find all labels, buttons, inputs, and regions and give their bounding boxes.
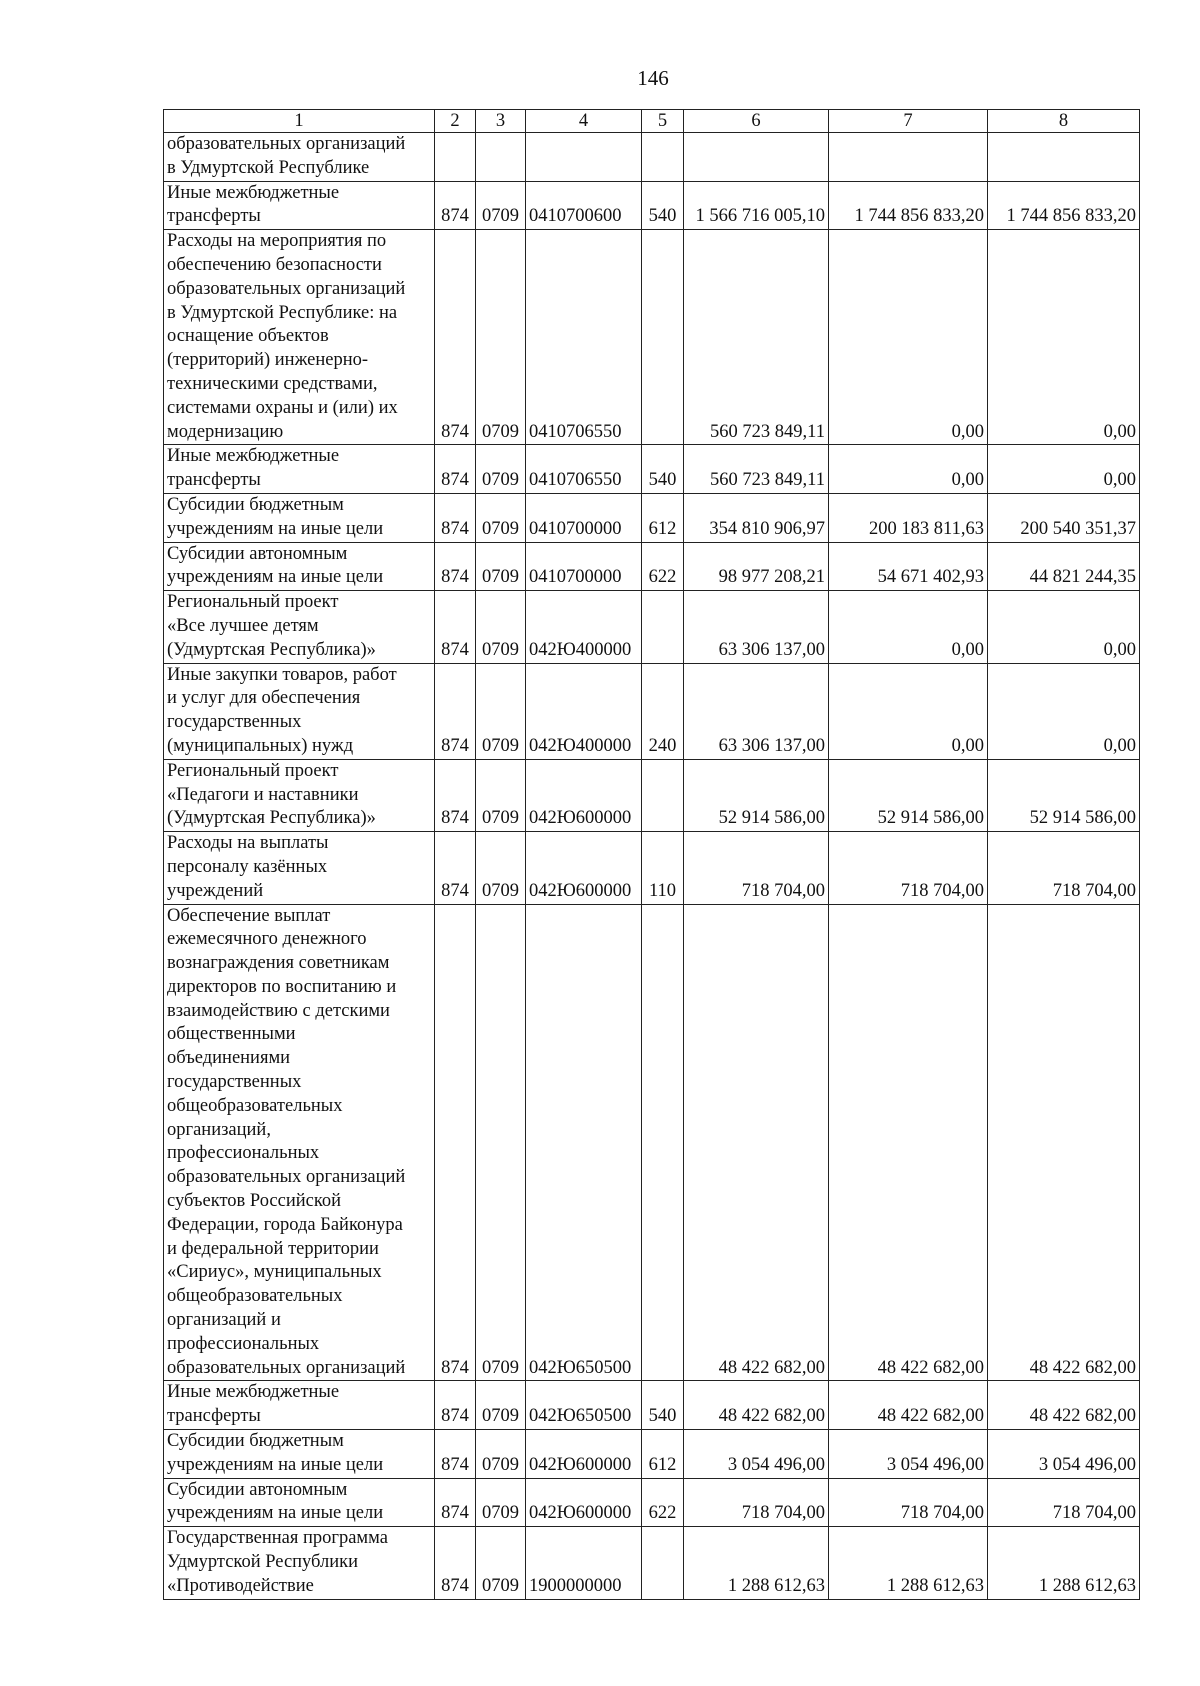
cell-target-code-text: 0410700000: [529, 518, 622, 539]
cell-description-text: Субсидии автономным учреждениям на иные цели: [167, 1479, 384, 1524]
cell-ministry-code: [435, 759, 476, 831]
cell-amount-8-text: 1 288 612,63: [1038, 1575, 1136, 1596]
cell-target-code-text: 0410700600: [529, 206, 622, 227]
cell-expense-type: [642, 1381, 684, 1430]
cell-expense-type: [642, 832, 684, 904]
cell-target-code: [526, 1527, 642, 1599]
cell-amount-8-text: 0,00: [1103, 735, 1136, 756]
cell-section-code-text: 0709: [482, 470, 519, 491]
table-row: [164, 133, 1140, 182]
cell-amount-7-text: 718 704,00: [900, 880, 984, 901]
cell-expense-type-text: 540: [648, 1406, 677, 1427]
cell-ministry-code: [435, 133, 476, 182]
table-row: [164, 832, 1140, 904]
cell-amount-8: [988, 1478, 1140, 1527]
cell-amount-6-text: 98 977 208,21: [718, 567, 825, 588]
cell-amount-7-text: 1 288 612,63: [886, 1575, 984, 1596]
cell-description: [164, 230, 435, 445]
cell-amount-6: [684, 904, 829, 1381]
cell-expense-type: [642, 445, 684, 494]
cell-description-text: Субсидии бюджетным учреждениям на иные цели: [167, 494, 384, 539]
cell-amount-8: [988, 591, 1140, 663]
cell-description: [164, 904, 435, 1381]
cell-target-code: [526, 133, 642, 182]
cell-target-code-text: 042Ю600000: [529, 808, 632, 829]
cell-amount-6-text: 354 810 906,97: [709, 518, 825, 539]
cell-amount-7: [829, 181, 988, 230]
table-row: [164, 591, 1140, 663]
cell-amount-6-text: 48 422 682,00: [718, 1357, 825, 1378]
cell-target-code: [526, 493, 642, 542]
cell-target-code-text: 042Ю600000: [529, 1454, 632, 1475]
cell-amount-6-text: 1 566 716 005,10: [695, 206, 825, 227]
cell-amount-8-text: 44 821 244,35: [1029, 567, 1136, 588]
cell-amount-6: [684, 542, 829, 591]
cell-target-code: [526, 591, 642, 663]
cell-expense-type: [642, 1478, 684, 1527]
cell-amount-7-text: 3 054 496,00: [886, 1454, 984, 1475]
cell-ministry-code-text: 874: [441, 1575, 469, 1596]
column-header: 5: [642, 110, 684, 133]
cell-section-code: [476, 759, 526, 831]
cell-target-code: [526, 1430, 642, 1479]
cell-amount-6-text: 1 288 612,63: [727, 1575, 825, 1596]
cell-description: [164, 759, 435, 831]
cell-ministry-code: [435, 591, 476, 663]
cell-target-code: [526, 181, 642, 230]
cell-amount-6-text: 718 704,00: [741, 880, 825, 901]
cell-amount-7: [829, 1381, 988, 1430]
cell-amount-8-text: 200 540 351,37: [1020, 518, 1136, 539]
cell-amount-6-text: 3 054 496,00: [727, 1454, 825, 1475]
cell-section-code: [476, 181, 526, 230]
cell-amount-6: [684, 832, 829, 904]
cell-ministry-code: [435, 542, 476, 591]
cell-ministry-code: [435, 493, 476, 542]
cell-section-code: [476, 591, 526, 663]
cell-section-code-text: 0709: [482, 518, 519, 539]
cell-amount-8-text: 52 914 586,00: [1029, 808, 1136, 829]
cell-expense-type: [642, 759, 684, 831]
cell-amount-6: [684, 759, 829, 831]
cell-description-text: Региональный проект «Педагоги и наставники (Удмуртская Республика)»: [167, 760, 376, 829]
cell-ministry-code-text: 874: [441, 639, 469, 660]
cell-ministry-code-text: 874: [441, 518, 469, 539]
column-header: 1: [164, 110, 435, 133]
cell-amount-7-text: 0,00: [951, 735, 984, 756]
cell-ministry-code-text: 874: [441, 421, 469, 442]
cell-description-text: Иные межбюджетные трансферты: [167, 1382, 340, 1427]
cell-amount-6: [684, 493, 829, 542]
cell-ministry-code-text: 874: [441, 206, 469, 227]
cell-amount-6-text: 560 723 849,11: [710, 421, 825, 442]
cell-amount-8: [988, 445, 1140, 494]
cell-amount-8: [988, 1381, 1140, 1430]
cell-target-code: [526, 832, 642, 904]
table-row: [164, 445, 1140, 494]
cell-ministry-code-text: 874: [441, 470, 469, 491]
cell-ministry-code: [435, 1527, 476, 1599]
table-row: [164, 542, 1140, 591]
cell-amount-7-text: 200 183 811,63: [869, 518, 984, 539]
cell-ministry-code-text: 874: [441, 1406, 469, 1427]
cell-ministry-code: [435, 663, 476, 759]
cell-amount-6: [684, 181, 829, 230]
cell-description-text: Иные закупки товаров, работ и услуг для обеспечения государственных (муниципальных) нужд: [167, 664, 397, 756]
cell-ministry-code-text: 874: [441, 567, 469, 588]
cell-expense-type-text: 612: [648, 518, 677, 539]
cell-section-code: [476, 832, 526, 904]
cell-target-code: [526, 759, 642, 831]
cell-target-code-text: 042Ю400000: [529, 639, 632, 660]
cell-amount-8: [988, 493, 1140, 542]
cell-amount-8: [988, 1527, 1140, 1599]
cell-expense-type: [642, 542, 684, 591]
cell-amount-6: [684, 663, 829, 759]
cell-description-text: Субсидии бюджетным учреждениям на иные цели: [167, 1431, 384, 1475]
cell-ministry-code-text: 874: [441, 1357, 469, 1378]
cell-description: [164, 1430, 435, 1479]
cell-amount-7: [829, 133, 988, 182]
cell-section-code: [476, 663, 526, 759]
cell-amount-6-text: 560 723 849,11: [710, 470, 825, 491]
cell-amount-7-text: 52 914 586,00: [877, 808, 984, 829]
cell-amount-6: [684, 230, 829, 445]
cell-expense-type: [642, 1430, 684, 1479]
cell-amount-6: [684, 1527, 829, 1599]
cell-amount-7: [829, 591, 988, 663]
cell-description-text: Региональный проект «Все лучшее детям (Удмуртская Республика)»: [167, 592, 376, 660]
cell-amount-8: [988, 542, 1140, 591]
cell-description: [164, 591, 435, 663]
cell-target-code: [526, 542, 642, 591]
table-row: [164, 230, 1140, 445]
table-body: [164, 133, 1140, 1600]
cell-expense-type-text: 612: [648, 1454, 677, 1475]
cell-amount-8: [988, 832, 1140, 904]
cell-target-code: [526, 445, 642, 494]
cell-section-code-text: 0709: [482, 1503, 519, 1524]
cell-ministry-code: [435, 445, 476, 494]
cell-amount-7: [829, 1430, 988, 1479]
cell-ministry-code: [435, 1478, 476, 1527]
cell-amount-7: [829, 493, 988, 542]
table-row: [164, 181, 1140, 230]
cell-section-code-text: 0709: [482, 421, 519, 442]
cell-section-code: [476, 1430, 526, 1479]
cell-target-code: [526, 1478, 642, 1527]
cell-expense-type-text: 540: [648, 470, 677, 491]
cell-target-code: [526, 663, 642, 759]
cell-section-code-text: 0709: [482, 206, 519, 227]
cell-target-code-text: 1900000000: [529, 1575, 622, 1596]
cell-ministry-code: [435, 832, 476, 904]
table-row: [164, 759, 1140, 831]
cell-section-code-text: 0709: [482, 567, 519, 588]
cell-section-code: [476, 1527, 526, 1599]
cell-expense-type: [642, 1527, 684, 1599]
table-row: [164, 663, 1140, 759]
cell-expense-type: [642, 133, 684, 182]
cell-amount-8: [988, 759, 1140, 831]
cell-description: [164, 1381, 435, 1430]
cell-section-code-text: 0709: [482, 1406, 519, 1427]
table-row: [164, 493, 1140, 542]
column-header: 2: [435, 110, 476, 133]
cell-expense-type-text: 240: [648, 735, 677, 756]
cell-ministry-code: [435, 181, 476, 230]
cell-amount-8-text: 3 054 496,00: [1038, 1454, 1136, 1475]
cell-section-code: [476, 445, 526, 494]
cell-expense-type: [642, 181, 684, 230]
cell-target-code-text: 042Ю650500: [529, 1406, 632, 1427]
table-row: [164, 1478, 1140, 1527]
cell-section-code-text: 0709: [482, 1454, 519, 1475]
cell-section-code: [476, 230, 526, 445]
cell-amount-6: [684, 1381, 829, 1430]
cell-ministry-code-text: 874: [441, 735, 469, 756]
cell-section-code-text: 0709: [482, 1357, 519, 1378]
cell-target-code-text: 042Ю650500: [529, 1357, 632, 1378]
cell-amount-8-text: 718 704,00: [1052, 1503, 1136, 1524]
cell-target-code-text: 042Ю600000: [529, 1503, 632, 1524]
cell-description: [164, 663, 435, 759]
cell-description: [164, 133, 435, 182]
column-header: 4: [526, 110, 642, 133]
cell-amount-7-text: 1 744 856 833,20: [854, 206, 984, 227]
cell-target-code-text: 042Ю600000: [529, 880, 632, 901]
cell-section-code: [476, 1381, 526, 1430]
cell-target-code-text: 042Ю400000: [529, 735, 632, 756]
cell-description: [164, 493, 435, 542]
cell-amount-8: [988, 904, 1140, 1381]
cell-amount-7-text: 0,00: [951, 639, 984, 660]
cell-target-code: [526, 230, 642, 445]
cell-amount-7-text: 0,00: [951, 421, 984, 442]
cell-amount-8-text: 0,00: [1103, 470, 1136, 491]
cell-section-code-text: 0709: [482, 880, 519, 901]
cell-section-code-text: 0709: [482, 808, 519, 829]
cell-section-code: [476, 493, 526, 542]
table-row: [164, 904, 1140, 1381]
cell-target-code-text: 0410706550: [529, 421, 622, 442]
cell-amount-8-text: 48 422 682,00: [1029, 1357, 1136, 1378]
cell-amount-7-text: 718 704,00: [900, 1503, 984, 1524]
cell-description: [164, 832, 435, 904]
cell-target-code-text: 0410700000: [529, 567, 622, 588]
cell-amount-7: [829, 445, 988, 494]
cell-target-code: [526, 904, 642, 1381]
cell-amount-6: [684, 133, 829, 182]
cell-section-code: [476, 1478, 526, 1527]
cell-amount-8-text: 718 704,00: [1052, 880, 1136, 901]
cell-section-code-text: 0709: [482, 1575, 519, 1596]
cell-amount-6: [684, 445, 829, 494]
cell-expense-type: [642, 904, 684, 1381]
cell-amount-6-text: 63 306 137,00: [718, 639, 825, 660]
cell-amount-7: [829, 832, 988, 904]
cell-amount-7: [829, 663, 988, 759]
cell-description-text: образовательных организаций в Удмуртской Республике: [167, 134, 406, 178]
cell-expense-type: [642, 663, 684, 759]
cell-ministry-code-text: 874: [441, 1454, 469, 1475]
column-header: 7: [829, 110, 988, 133]
cell-ministry-code-text: 874: [441, 808, 469, 829]
cell-amount-8: [988, 1430, 1140, 1479]
cell-description: [164, 1478, 435, 1527]
cell-target-code-text: 0410706550: [529, 470, 622, 491]
cell-amount-6: [684, 1430, 829, 1479]
cell-expense-type: [642, 591, 684, 663]
cell-amount-6-text: 718 704,00: [741, 1503, 825, 1524]
cell-expense-type-text: 622: [648, 1503, 677, 1524]
cell-description: [164, 1527, 435, 1599]
table-row: [164, 1381, 1140, 1430]
cell-description-text: Субсидии автономным учреждениям на иные цели: [167, 543, 384, 588]
cell-amount-6-text: 48 422 682,00: [718, 1406, 825, 1427]
cell-expense-type-text: 110: [648, 880, 677, 901]
table-row: [164, 1430, 1140, 1479]
cell-description: [164, 445, 435, 494]
cell-amount-7-text: 54 671 402,93: [877, 567, 984, 588]
cell-section-code: [476, 542, 526, 591]
cell-ministry-code-text: 874: [441, 880, 469, 901]
cell-amount-7-text: 48 422 682,00: [877, 1406, 984, 1427]
cell-target-code: [526, 1381, 642, 1430]
cell-amount-7: [829, 1478, 988, 1527]
cell-amount-7: [829, 1527, 988, 1599]
cell-ministry-code: [435, 230, 476, 445]
cell-amount-8-text: 0,00: [1103, 421, 1136, 442]
cell-amount-6-text: 63 306 137,00: [718, 735, 825, 756]
cell-amount-7-text: 0,00: [951, 470, 984, 491]
cell-section-code-text: 0709: [482, 639, 519, 660]
cell-amount-7: [829, 542, 988, 591]
column-header: 6: [684, 110, 829, 133]
cell-amount-6: [684, 591, 829, 663]
cell-amount-8-text: 1 744 856 833,20: [1006, 206, 1136, 227]
cell-ministry-code: [435, 904, 476, 1381]
cell-description-text: Расходы на мероприятия по обеспечению безопасности образовательных организаций в Удмуртской Республике: на оснащение объектов (территорий) инженерно- техническими средствами, системами охраны и (или) их модернизацию: [167, 231, 406, 442]
budget-table: [163, 109, 1140, 1600]
cell-description: [164, 181, 435, 230]
cell-expense-type: [642, 230, 684, 445]
cell-amount-7: [829, 904, 988, 1381]
cell-amount-6-text: 52 914 586,00: [718, 808, 825, 829]
page-number: 146: [637, 66, 669, 90]
cell-ministry-code: [435, 1430, 476, 1479]
cell-expense-type-text: 540: [648, 206, 677, 227]
column-number-row: [164, 110, 1140, 133]
cell-section-code: [476, 133, 526, 182]
cell-amount-7: [829, 230, 988, 445]
cell-expense-type: [642, 493, 684, 542]
cell-amount-8: [988, 133, 1140, 182]
column-header: 3: [476, 110, 526, 133]
cell-expense-type-text: 622: [648, 567, 677, 588]
cell-description: [164, 542, 435, 591]
cell-section-code-text: 0709: [482, 735, 519, 756]
cell-amount-8: [988, 230, 1140, 445]
cell-description-text: Государственная программа Удмуртской Республики «Противодействие: [167, 1528, 388, 1596]
cell-description-text: Расходы на выплаты персоналу казённых учреждений: [167, 833, 329, 901]
cell-amount-8-text: 0,00: [1103, 639, 1136, 660]
cell-ministry-code-text: 874: [441, 1503, 469, 1524]
cell-amount-7: [829, 759, 988, 831]
cell-amount-8-text: 48 422 682,00: [1029, 1406, 1136, 1427]
cell-amount-8: [988, 181, 1140, 230]
cell-amount-8: [988, 663, 1140, 759]
cell-description-text: Иные межбюджетные трансферты: [167, 446, 340, 491]
column-header: 8: [988, 110, 1140, 133]
cell-description-text: Обеспечение выплат ежемесячного денежного вознаграждения советникам директоров по воспитанию и взаимодействию с детскими общественными объединениями государственных общеобразовательных организаций, профессиональных образовательных организаций субъектов Российской Федерации, города Байконура и федеральной территории «Сириус», муниципальных общеобразовательных организаций и профессиональных образовательных организаций: [167, 905, 406, 1378]
cell-amount-7-text: 48 422 682,00: [877, 1357, 984, 1378]
cell-section-code: [476, 904, 526, 1381]
cell-ministry-code: [435, 1381, 476, 1430]
cell-amount-6: [684, 1478, 829, 1527]
table-row: [164, 1527, 1140, 1599]
cell-description-text: Иные межбюджетные трансферты: [167, 182, 340, 227]
